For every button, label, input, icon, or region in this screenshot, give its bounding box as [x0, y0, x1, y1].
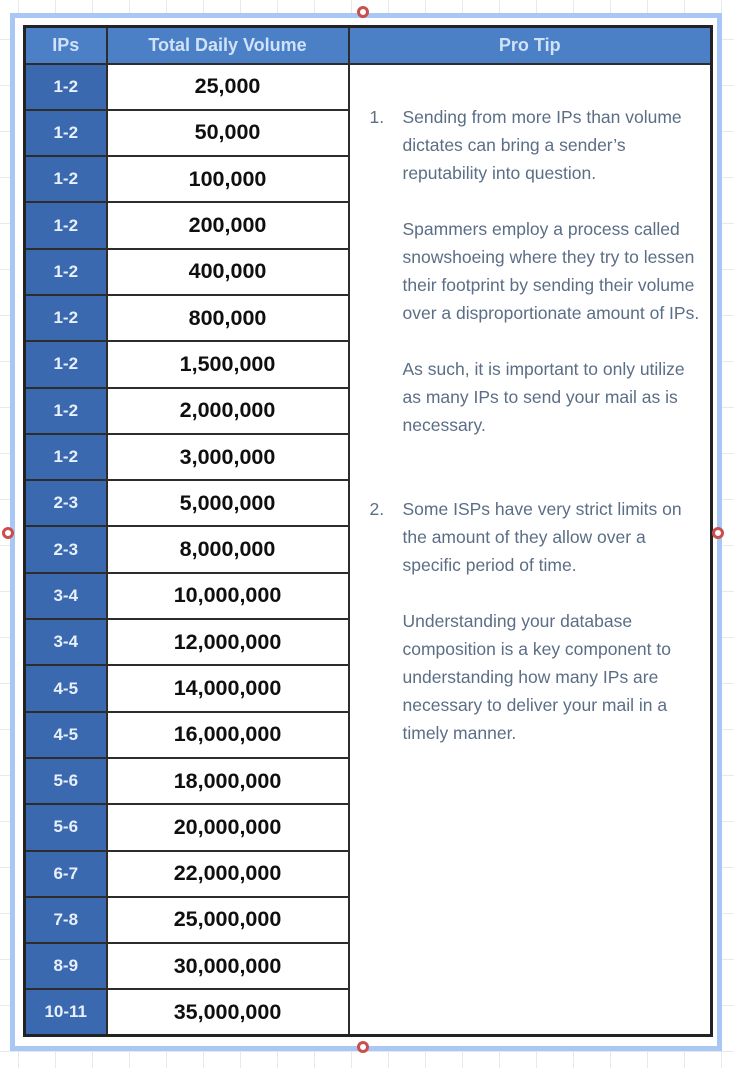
pro-tip-item: [370, 495, 701, 747]
ips-cell: 10-11: [25, 989, 107, 1035]
table-row: [25, 64, 712, 110]
ips-cell: 6-7: [25, 851, 107, 897]
volume-cell: 12,000,000: [107, 619, 349, 665]
pro-tip-text: [403, 495, 701, 747]
volume-cell: 3,000,000: [107, 434, 349, 480]
volume-cell: 800,000: [107, 295, 349, 341]
ips-cell: 1-2: [25, 64, 107, 110]
ips-cell: 5-6: [25, 758, 107, 804]
ips-cell: 4-5: [25, 712, 107, 758]
header-pro-tip: Pro Tip: [349, 27, 712, 64]
selection-handle-bottom[interactable]: [357, 1041, 369, 1053]
ips-cell: 1-2: [25, 295, 107, 341]
pro-tip-text: [403, 103, 701, 439]
ips-cell: 3-4: [25, 573, 107, 619]
ips-cell: 1-2: [25, 156, 107, 202]
ips-cell: 2-3: [25, 480, 107, 526]
selection-handle-top[interactable]: [357, 6, 369, 18]
header-total-daily-volume: Total Daily Volume: [107, 27, 349, 64]
volume-cell: 50,000: [107, 110, 349, 156]
pro-tip-number: 1.: [369, 106, 385, 127]
volume-cell: 5,000,000: [107, 480, 349, 526]
volume-cell: 25,000,000: [107, 897, 349, 943]
ips-cell: 8-9: [25, 943, 107, 989]
table-body: [25, 64, 712, 1036]
volume-cell: 1,500,000: [107, 341, 349, 387]
ips-cell: 1-2: [25, 388, 107, 434]
pro-tip-paragraph: Sending from more IPs than volume dictates can bring a sender’s reputability into question.: [402, 106, 682, 183]
header-ips: IPs: [25, 27, 107, 64]
volume-cell: 8,000,000: [107, 526, 349, 572]
volume-cell: 100,000: [107, 156, 349, 202]
ips-cell: 1-2: [25, 341, 107, 387]
table-header-row: [25, 27, 712, 64]
volume-cell: 18,000,000: [107, 758, 349, 804]
volume-cell: 10,000,000: [107, 573, 349, 619]
ips-cell: 2-3: [25, 526, 107, 572]
ips-cell: 1-2: [25, 202, 107, 248]
volume-cell: 400,000: [107, 249, 349, 295]
selection-handle-left[interactable]: [2, 527, 14, 539]
volume-cell: 14,000,000: [107, 665, 349, 711]
ips-cell: 3-4: [25, 619, 107, 665]
pro-tip-item: [370, 103, 701, 439]
selection-handle-right[interactable]: [712, 527, 724, 539]
pro-tip-paragraph: Spammers employ a process called snowshoeing where they try to lessen their footprint by sending their volume over a disproportionate amount of IPs.: [402, 218, 700, 323]
pro-tip-cell: [349, 64, 712, 1036]
pro-tip-paragraph: Some ISPs have very strict limits on the amount of they allow over a specific period of time.: [402, 498, 682, 575]
volume-cell: 20,000,000: [107, 804, 349, 850]
ips-cell: 4-5: [25, 665, 107, 711]
volume-cell: 35,000,000: [107, 989, 349, 1035]
pro-tip-number: 2.: [369, 498, 385, 519]
pro-tip-paragraph: Understanding your database composition is a key component to understanding how many IPs are necessary to deliver your mail in a timely manner.: [402, 610, 671, 743]
ip-volume-table: [23, 25, 713, 1037]
volume-cell: 30,000,000: [107, 943, 349, 989]
ips-cell: 7-8: [25, 897, 107, 943]
selected-table-image[interactable]: [10, 13, 722, 1051]
volume-cell: 2,000,000: [107, 388, 349, 434]
ips-cell: 5-6: [25, 804, 107, 850]
ips-cell: 1-2: [25, 110, 107, 156]
ips-cell: 1-2: [25, 249, 107, 295]
volume-cell: 200,000: [107, 202, 349, 248]
volume-cell: 25,000: [107, 64, 349, 110]
volume-cell: 16,000,000: [107, 712, 349, 758]
volume-cell: 22,000,000: [107, 851, 349, 897]
pro-tip-paragraph: As such, it is important to only utilize as many IPs to send your mail as is necessary.: [402, 358, 685, 435]
ips-cell: 1-2: [25, 434, 107, 480]
